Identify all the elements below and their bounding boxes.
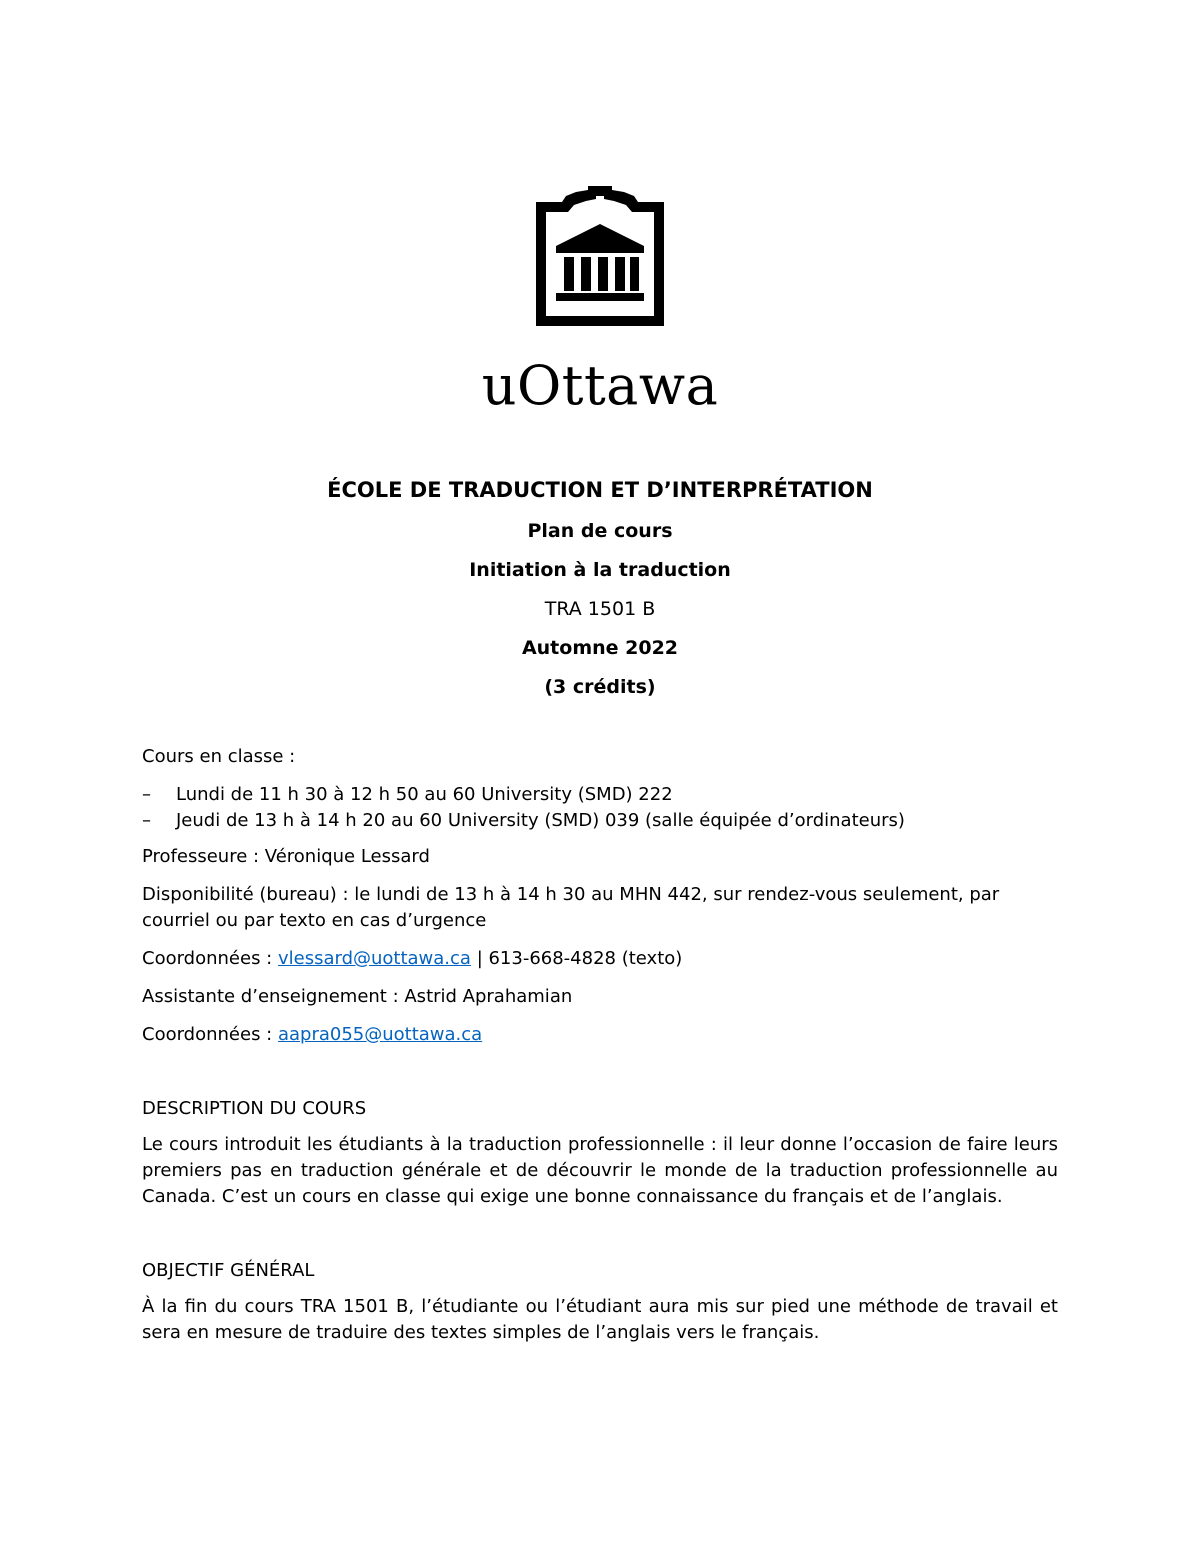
- schedule-list: [142, 782, 1058, 834]
- professor-email-link[interactable]: vlessard@uottawa.ca: [277, 948, 471, 969]
- assistant-email-link[interactable]: aapra055@uottawa.ca: [277, 1024, 483, 1045]
- credits: (3 crédits): [544, 676, 656, 698]
- objective-heading: OBJECTIF GÉNÉRAL: [142, 1260, 315, 1281]
- availability: Disponibilité (bureau) : le lundi de 13 h à 14 h 30 au MHN 442, sur rendez-vous seulement, par courriel ou par texto en cas d’urgence: [142, 884, 1000, 931]
- schedule-monday: Lundi de 11 h 30 à 12 h 50 au 60 University (SMD) 222: [176, 784, 673, 805]
- professor: Professeure : Véronique Lessard: [142, 846, 430, 867]
- uottawa-logo: [0, 186, 1200, 417]
- schedule-thursday: Jeudi de 13 h à 14 h 20 au 60 University (SMD) 039 (salle équipée d’ordinateurs): [176, 810, 905, 831]
- plan-label: Plan de cours: [527, 520, 673, 542]
- dash-bullet: –: [142, 784, 151, 805]
- description-heading: DESCRIPTION DU COURS: [142, 1098, 367, 1119]
- building-columns-icon: [534, 186, 666, 328]
- school-name: ÉCOLE DE TRADUCTION ET D’INTERPRÉTATION: [327, 478, 873, 502]
- course-header: [0, 472, 1200, 707]
- dash-bullet: –: [142, 810, 151, 831]
- course-details: [142, 744, 1058, 1346]
- classes-label: Cours en classe :: [142, 746, 296, 767]
- course-title: Initiation à la traduction: [469, 559, 731, 581]
- contact-label: Coordonnées :: [142, 1024, 278, 1045]
- assistant-contact: [142, 1022, 1058, 1048]
- logo-wordmark: uOttawa: [481, 354, 719, 417]
- list-item: [142, 782, 1058, 808]
- contact-label: Coordonnées :: [142, 948, 278, 969]
- professor-contact: [142, 946, 1058, 972]
- list-item: [142, 808, 1058, 834]
- objective-text: À la fin du cours TRA 1501 B, l’étudiante ou l’étudiant aura mis sur pied une méthode de travail et sera en mesure de traduire des textes simples de l’anglais vers le français.: [142, 1296, 1058, 1343]
- assistant: Assistante d’enseignement : Astrid Aprahamian: [142, 986, 573, 1007]
- term: Automne 2022: [521, 637, 679, 659]
- description-text: Le cours introduit les étudiants à la traduction professionnelle : il leur donne l’occasion de faire leurs premiers pas en traduction générale et de découvrir le monde de la traduction professionnelle au Canada. C’est un cours en classe qui exige une bonne connaissance du français et de l’anglais.: [142, 1134, 1058, 1207]
- professor-phone: | 613-668-4828 (texto): [470, 948, 683, 969]
- course-code: TRA 1501 B: [544, 598, 656, 620]
